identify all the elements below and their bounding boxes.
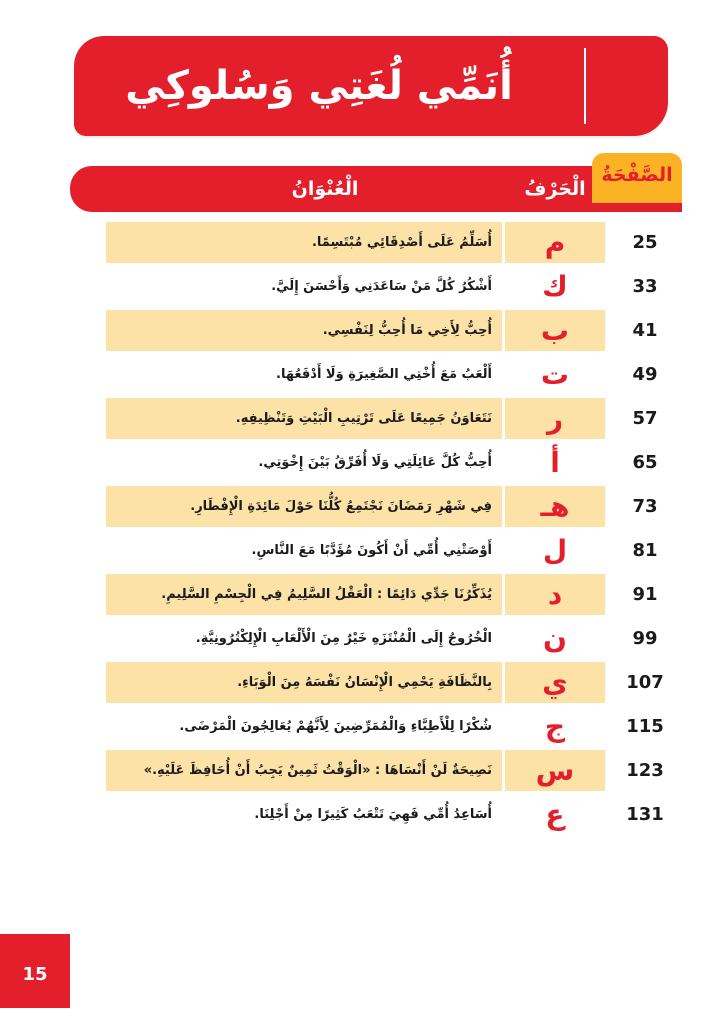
banner-divider: [584, 48, 586, 124]
page-number: 15: [0, 934, 70, 1008]
row-title: أُسَلِّمُ عَلَى أَصْدِقَائِي مُبْتَسِمًا.: [106, 222, 502, 263]
row-letter: ي: [505, 662, 605, 703]
row-page: 41: [632, 320, 658, 341]
row-letter: م: [505, 222, 605, 263]
row-letter: س: [505, 750, 605, 791]
table-row: [106, 266, 682, 307]
page-column-header: الصَّفْحَةُ: [592, 153, 682, 203]
row-title: يُذَكِّرُنَا جَدِّي دَائِمًا : الْعَقْلُ السَّلِيمُ فِي الْجِسْمِ السَّلِيمِ.: [106, 574, 502, 615]
row-letter: ن: [543, 622, 567, 655]
row-title: أُحِبُّ كُلَّ عَائِلَتِي وَلَا أُفَرِّقُ بَيْنَ إِخْوَتِي.: [258, 455, 492, 470]
table-row: [106, 310, 682, 351]
table-row: [106, 794, 682, 835]
row-page: 33: [632, 276, 658, 297]
row-page: 65: [632, 452, 658, 473]
row-title: أُسَاعِدُ أُمِّي فَهِيَ تَتْعَبُ كَثِيرًا مِنْ أَجْلِنَا.: [254, 807, 492, 822]
table-header: [70, 166, 682, 212]
row-title: أَلْعَبُ مَعَ أُخْتِي الصَّغِيرَةِ وَلَا أَدْفَعُهَا.: [276, 367, 492, 382]
row-letter: ع: [545, 798, 565, 831]
table-row: [106, 222, 682, 263]
row-page: 99: [632, 628, 658, 649]
row-page: 49: [632, 364, 658, 385]
table-row: [106, 354, 682, 395]
row-title: أَوْصَتْنِي أُمِّي أَنْ أَكُونَ مُؤَدَّبًا مَعَ النَّاسِ.: [251, 543, 492, 558]
letter-column-header: الْحَرْفُ: [524, 178, 586, 200]
row-letter: ر: [505, 398, 605, 439]
row-page: 131: [626, 804, 664, 825]
row-title: أُحِبُّ لِأَخِي مَا أُحِبُّ لِنَفْسِي.: [106, 310, 502, 351]
row-letter: ب: [505, 310, 605, 351]
row-letter: ج: [544, 710, 566, 743]
row-page: 91: [632, 584, 658, 605]
row-letter: ك: [542, 270, 568, 303]
page-title: أُنَمِّي لُغَتِي وَسُلوكِي: [125, 63, 513, 109]
row-title: نَصِيحَةٌ لَنْ أَنْسَاهَا : «الْوَقْتُ ثَمِينٌ يَجِبُ أَنْ أُحَافِظَ عَلَيْهِ.»: [106, 750, 502, 791]
row-letter: ل: [542, 534, 568, 567]
row-title: بِالنَّظَافَةِ يَحْمِي الْإِنْسَانُ نَفْسَهُ مِنَ الْوَبَاءِ.: [106, 662, 502, 703]
title-banner: [74, 36, 668, 136]
table-of-contents: [106, 222, 682, 838]
row-page: 123: [626, 760, 664, 781]
table-row: [106, 706, 682, 747]
row-letter: أ: [550, 446, 560, 479]
row-page: 25: [632, 232, 658, 253]
row-letter: هـ: [505, 486, 605, 527]
table-row: [106, 442, 682, 483]
row-page: 57: [632, 408, 658, 429]
row-title: فِي شَهْرِ رَمَضَانَ نَجْتَمِعُ كُلُّنَا حَوْلَ مَائِدَةِ الْإِفْطَارِ.: [106, 486, 502, 527]
title-column-header: الْعُنْوَانُ: [291, 178, 359, 200]
row-letter: ت: [540, 358, 570, 391]
table-row: [106, 618, 682, 659]
row-page: 115: [626, 716, 664, 737]
row-page: 81: [632, 540, 658, 561]
row-title: شُكْرًا لِلْأَطِبَّاءِ وَالْمُمَرِّضِينَ لِأَنَّهُمْ يُعَالِجُونَ الْمَرْضَى.: [179, 719, 492, 734]
table-row: [106, 486, 682, 527]
table-row: [106, 530, 682, 571]
row-letter: د: [505, 574, 605, 615]
table-row: [106, 574, 682, 615]
row-page: 107: [626, 672, 664, 693]
row-title: نَتَعَاوَنُ جَمِيعًا عَلَى تَرْتِيبِ الْبَيْتِ وَتَنْظِيفِهِ.: [106, 398, 502, 439]
row-page: 73: [632, 496, 658, 517]
table-row: [106, 662, 682, 703]
row-title: أَشْكُرُ كُلَّ مَنْ سَاعَدَنِي وَأَحْسَنَ إِلَيَّ.: [271, 279, 492, 294]
table-row: [106, 398, 682, 439]
table-row: [106, 750, 682, 791]
row-title: الْخُرُوجُ إِلَى الْمُنْتَزَهِ خَيْرٌ مِنَ الْأَلْعَابِ الْإِلِكْتُرُونِيَّةِ.: [195, 631, 492, 646]
